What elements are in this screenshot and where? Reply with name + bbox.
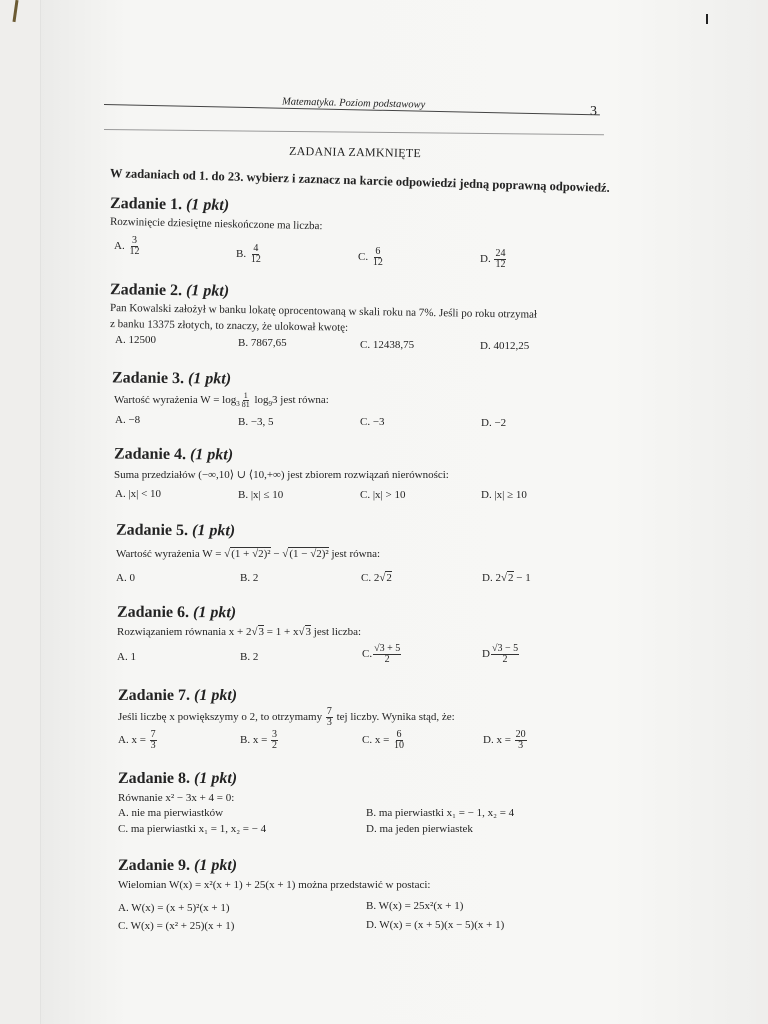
task-heading: Zadanie 9. (1 pkt) xyxy=(118,857,238,874)
option-b[interactable]: B. 2 xyxy=(240,651,259,663)
task-question: Pan Kowalski założył w banku lokatę oprocentowaną w skali roku na 7%. Jeśli po roku otrzymał xyxy=(109,302,538,321)
option-a[interactable]: A. |x| < 10 xyxy=(115,488,162,500)
task-question: Równanie x² − 3x + 4 = 0: xyxy=(118,792,235,804)
option-b[interactable]: B. 2 xyxy=(240,572,259,584)
option-b[interactable]: B. $\frac{4}{12}$ xyxy=(236,243,261,265)
task-question-cont: z banku 13375 złotych, to znaczy, że ulokował kwotę: xyxy=(109,318,349,334)
task-heading: Zadanie 3. (1 pkt) xyxy=(111,369,232,388)
instructions-text: W zadaniach od 1. do 23. wybierz i zaznacz na karcie odpowiedzi jedną poprawną odpowiedź. xyxy=(109,166,610,195)
option-d[interactable]: D. W(x) = (x + 5)(x − 5)(x + 1) xyxy=(366,919,505,931)
option-c[interactable]: C. 2√2 xyxy=(361,572,392,584)
task-question: Wartość wyrażenia W = √(1 + √2)² − √(1 − √2)² jest równa: xyxy=(116,548,381,560)
task-heading: Zadanie 7. (1 pkt) xyxy=(118,687,238,704)
section-title: ZADANIA ZAMKNIĘTE xyxy=(288,143,422,161)
pen-mark-right xyxy=(706,14,708,24)
option-a[interactable]: A. nie ma pierwiastków xyxy=(118,807,224,819)
task-heading: Zadanie 6. (1 pkt) xyxy=(116,603,237,622)
option-b[interactable]: B. −3, 5 xyxy=(238,416,274,428)
header-title: Matematyka. Poziom podstawowy xyxy=(281,96,426,111)
option-c[interactable]: C. −3 xyxy=(360,416,385,428)
task-heading: Zadanie 4. (1 pkt) xyxy=(113,445,234,464)
task-question: Jeśli liczbę x powiększymy o 2, to otrzymamy $\frac{7}{3}$ tej liczby. Wynika stąd, że: xyxy=(118,706,455,728)
option-d[interactable]: D. $\frac{24}{12}$ xyxy=(480,248,506,270)
option-a[interactable]: A. $\frac{3}{12}$ xyxy=(114,235,140,257)
option-d[interactable]: D. x = $\frac{20}{3}$ xyxy=(483,729,526,751)
task-heading: Zadanie 1. (1 pkt) xyxy=(109,194,230,215)
option-a[interactable]: A. 12500 xyxy=(115,334,156,346)
task-question: Rozwinięcie dziesiętne nieskończone ma liczba: xyxy=(109,215,323,233)
task-question: Wielomian W(x) = x²(x + 1) + 25(x + 1) można przedstawić w postaci: xyxy=(118,879,431,891)
option-b[interactable]: B. 7867,65 xyxy=(238,337,287,349)
option-d[interactable]: D. 2√2 − 1 xyxy=(482,572,531,584)
option-b[interactable]: B. W(x) = 25x²(x + 1) xyxy=(366,900,464,912)
option-b[interactable]: B. |x| ≤ 10 xyxy=(238,489,284,501)
option-c[interactable]: C. $\frac{√3 + 5}{2}$ xyxy=(362,643,401,665)
page-number: 3 xyxy=(590,104,597,119)
option-a[interactable]: A. 1 xyxy=(117,651,136,663)
option-c[interactable]: C. W(x) = (x² + 25)(x + 1) xyxy=(118,920,235,932)
option-a[interactable]: A. −8 xyxy=(115,414,141,426)
task-heading: Zadanie 8. (1 pkt) xyxy=(118,770,238,787)
option-d[interactable]: D. |x| ≥ 10 xyxy=(481,489,527,501)
task-question: Suma przedziałów (−∞,10⟩ ∪ ⟨10,+∞) jest zbiorem rozwiązań nierówności: xyxy=(114,469,449,481)
option-c[interactable]: C. ma pierwiastki x₁ = 1, x₂ = − 4 xyxy=(118,823,267,835)
option-c[interactable]: C. x = $\frac{6}{10}$ xyxy=(362,729,405,751)
option-b[interactable]: B. x = $\frac{3}{2}$ xyxy=(240,729,278,751)
task-question: Wartość wyrażenia $W = \log_3$ $\frac{1}{81}$ $\log_93$ jest równa: xyxy=(114,391,329,409)
option-c[interactable]: C. $\frac{6}{12}$ xyxy=(358,246,383,268)
option-d[interactable]: D. −2 xyxy=(481,417,507,429)
option-b[interactable]: B. ma pierwiastki x₁ = − 1, x₂ = 4 xyxy=(366,807,515,819)
option-d[interactable]: D $\frac{√3 - 5}{2}$ xyxy=(482,643,519,665)
task-question: Rozwiązaniem równania x + 2√3 = 1 + x√3 jest liczba: xyxy=(117,626,362,638)
option-a[interactable]: A. 0 xyxy=(116,572,135,584)
option-d[interactable]: D. ma jeden pierwiastek xyxy=(366,823,473,835)
option-d[interactable]: D. 4012,25 xyxy=(480,340,530,352)
pen-mark xyxy=(12,0,18,22)
option-c[interactable]: C. |x| > 10 xyxy=(360,489,406,501)
task-heading: Zadanie 2. (1 pkt) xyxy=(109,281,230,300)
task-heading: Zadanie 5. (1 pkt) xyxy=(115,521,236,540)
option-c[interactable]: C. 12438,75 xyxy=(360,339,415,351)
option-a[interactable]: A. W(x) = (x + 5)²(x + 1) xyxy=(118,902,230,914)
option-a[interactable]: A. x = $\frac{7}{3}$ xyxy=(118,729,156,751)
